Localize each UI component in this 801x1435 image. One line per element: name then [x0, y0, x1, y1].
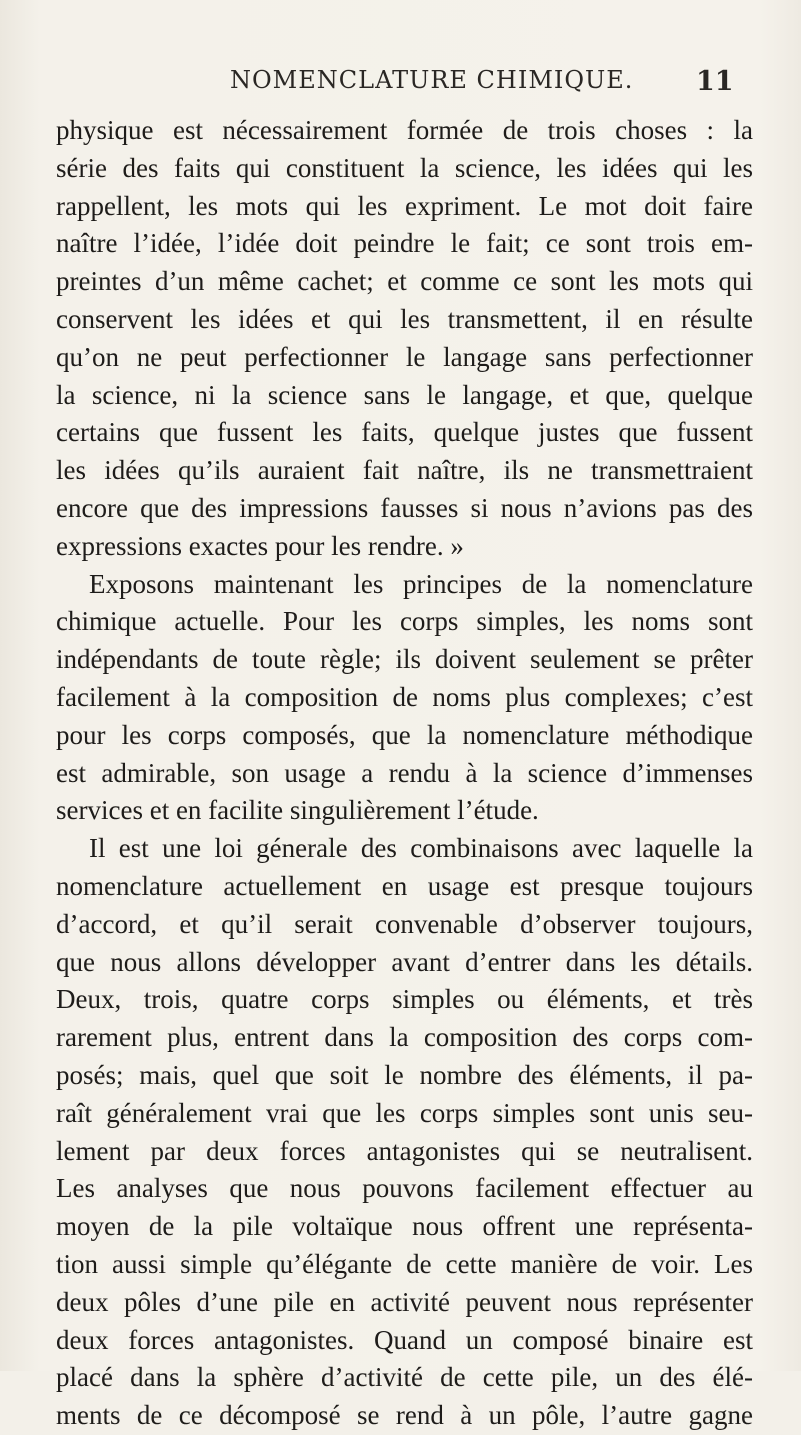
text-line: pour les corps composés, que la nomenclature méthodique — [56, 719, 753, 750]
text-line: indépendants de toute règle; ils doivent seulement se prêter — [56, 644, 753, 675]
text-line: rarement plus, entrent dans la composition des corps com- — [56, 1022, 753, 1053]
text-line: preintes d’un même cachet; et comme ce sont les mots qui — [56, 266, 753, 297]
text-line: lement par deux forces antagonistes qui se neutralisent. — [56, 1135, 753, 1166]
text-line: ments de ce décomposé se rend à un pôle, l’autre gagne — [56, 1400, 753, 1431]
text-line: deux forces antagonistes. Quand un composé binaire est — [56, 1324, 753, 1355]
text-line: la science, ni la science sans le langage, et que, quelque — [56, 379, 753, 410]
text-line: encore que des impressions fausses si nous n’avions pas des — [56, 492, 753, 523]
text-line: est admirable, son usage a rendu à la science d’immenses — [56, 757, 753, 788]
text-line: moyen de la pile voltaïque nous offrent une représenta- — [56, 1211, 753, 1242]
paragraph-first-line: Il est une loi génerale des combinaisons avec laquelle la — [89, 833, 753, 864]
text-line: Deux, trois, quatre corps simples ou éléments, et très — [56, 984, 753, 1015]
text-line: série des faits qui constituent la science, les idées qui les — [56, 152, 753, 183]
text-line: les idées qu’ils auraient fait naître, ils ne transmettraient — [56, 455, 753, 486]
text-line: expressions exactes pour les rendre. » — [56, 530, 464, 561]
page-number: 11 — [696, 66, 734, 97]
text-line: Les analyses que nous pouvons facilement effectuer au — [56, 1173, 753, 1204]
page-header — [0, 66, 801, 100]
text-line: raît généralement vrai que les corps simples sont unis seu- — [56, 1097, 753, 1128]
paragraph-first-line: Exposons maintenant les principes de la nomenclature — [89, 568, 753, 599]
text-line: chimique actuelle. Pour les corps simples, les noms sont — [56, 606, 753, 637]
text-line: que nous allons développer avant d’entrer dans les détails. — [56, 946, 753, 977]
text-line: rappellent, les mots qui les expriment. Le mot doit faire — [56, 190, 753, 221]
text-line: physique est nécessairement formée de trois choses : la — [56, 115, 753, 145]
text-line: services et en facilite singulièrement l’étude. — [56, 795, 539, 826]
text-line: certains que fussent les faits, quelque justes que fussent — [56, 417, 753, 448]
text-line: conservent les idées et qui les transmettent, il en résulte — [56, 303, 753, 334]
text-line: placé dans la sphère d’activité de cette pile, un des élé- — [56, 1362, 753, 1393]
text-line: facilement à la composition de noms plus complexes; c’est — [56, 681, 753, 712]
text-line: deux pôles d’une pile en activité peuvent nous représenter — [56, 1286, 753, 1317]
body-text — [56, 112, 753, 1435]
text-line: d’accord, et qu’il serait convenable d’observer toujours, — [56, 908, 753, 939]
running-title: NOMENCLATURE CHIMIQUE. — [230, 66, 634, 94]
text-line: qu’on ne peut perfectionner le langage sans perfectionner — [56, 341, 753, 372]
text-line: nomenclature actuellement en usage est presque toujours — [56, 870, 753, 901]
text-line: posés; mais, quel que soit le nombre des éléments, il pa- — [56, 1059, 753, 1090]
text-line: naître l’idée, l’idée doit peindre le fait; ce sont trois em- — [56, 228, 753, 259]
text-line: tion aussi simple qu’élégante de cette manière de voir. Les — [56, 1248, 753, 1279]
